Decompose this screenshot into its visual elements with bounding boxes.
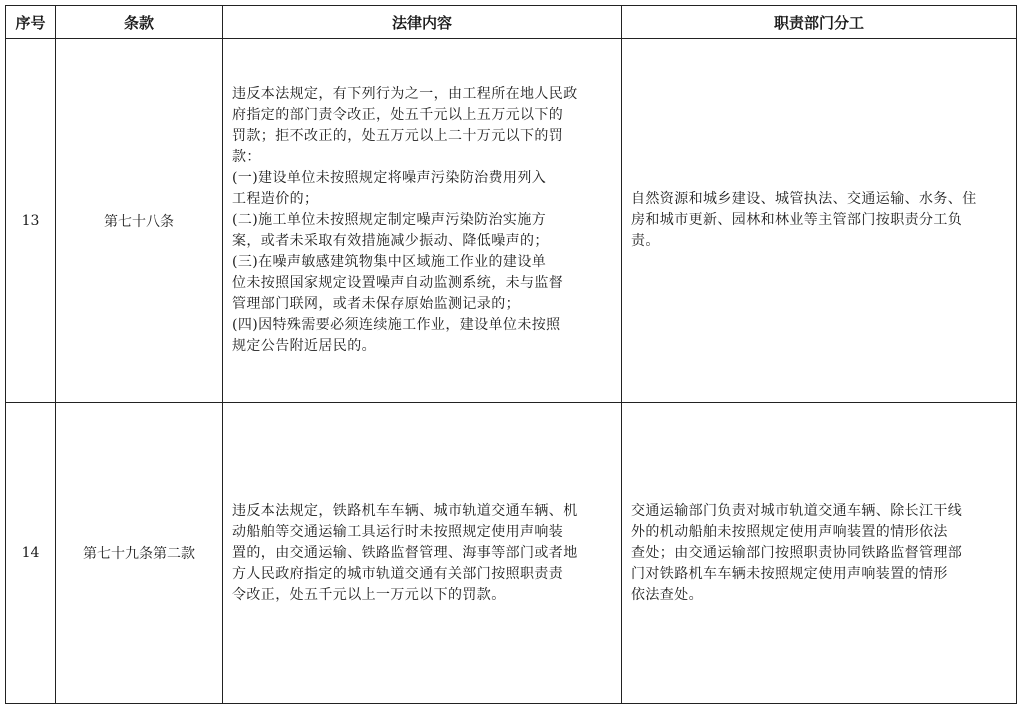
law-content-line: 府指定的部门责令改正，处五千元以上五万元以下的 [232,107,564,123]
dept-line: 外的机动船舶未按照规定使用声响装置的情形依法 [631,523,948,540]
law-content-line: 令改正，处五千元以上一万元以下的罚款。 [232,586,506,603]
row-law-content [223,39,622,403]
dept-line: 门对铁路机车车辆未按照规定使用声响装置的情形 [631,565,948,582]
header-content: 法律内容 [223,6,622,39]
law-content-line: (二)施工单位未按照规定制定噪声污染防治实施方 [232,212,547,228]
dept-line: 房和城市更新、园林和林业等主管部门按职责分工负 [631,212,963,228]
law-content-line: 罚款；拒不改正的，处五万元以上二十万元以下的罚 [232,128,564,144]
law-content-line: 案，或者未采取有效措施减少振动、降低噪声的； [232,233,549,249]
row-law-content [223,403,622,704]
table-row [6,39,1017,403]
dept-line: 查处；由交通运输部门按照职责协同铁路监督管理部 [631,544,963,561]
law-content-line: (一)建设单位未按照规定将噪声污染防治费用列入 [232,170,547,186]
row-dept [622,403,1017,704]
law-content-line: 工程造价的； [232,191,319,207]
law-duty-table [5,5,1017,704]
law-content-line: 动船舶等交通运输工具运行时未按照规定使用声响装 [232,523,564,540]
law-content-line: 位未按照国家规定设置噪声自动监测系统，未与监督 [232,275,564,291]
row-no: 13 [6,39,56,403]
law-content-line: 置的，由交通运输、铁路监督管理、海事等部门或者地 [232,544,578,561]
header-clause: 条款 [56,6,223,39]
law-content-line: 管理部门联网，或者未保存原始监测记录的； [232,296,520,312]
row-dept [622,39,1017,403]
table-row [6,403,1017,704]
dept-line: 交通运输部门负责对城市轨道交通车辆、除长江干线 [631,502,963,519]
dept-line: 自然资源和城乡建设、城管执法、交通运输、水务、住 [631,191,977,207]
row-clause: 第七十八条 [56,39,223,403]
dept-line: 依法查处。 [631,586,703,603]
row-no: 14 [6,403,56,704]
law-content-line: (四)因特殊需要必须连续施工作业，建设单位未按照 [232,317,561,333]
dept-line: 责。 [631,233,660,249]
row-clause: 第七十九条第二款 [56,403,223,704]
law-content-line: (三)在噪声敏感建筑物集中区域施工作业的建设单 [232,254,547,270]
header-no: 序号 [6,6,56,39]
header-dept: 职责部门分工 [622,6,1017,39]
law-content-line: 规定公告附近居民的。 [232,338,376,354]
law-content-line: 方人民政府指定的城市轨道交通有关部门按照职责责 [232,565,564,582]
law-content-line: 款： [232,149,261,165]
law-content-line: 违反本法规定，有下列行为之一，由工程所在地人民政 [232,86,578,102]
law-content-line: 违反本法规定，铁路机车车辆、城市轨道交通车辆、机 [232,502,578,519]
table-header-row [6,6,1017,39]
